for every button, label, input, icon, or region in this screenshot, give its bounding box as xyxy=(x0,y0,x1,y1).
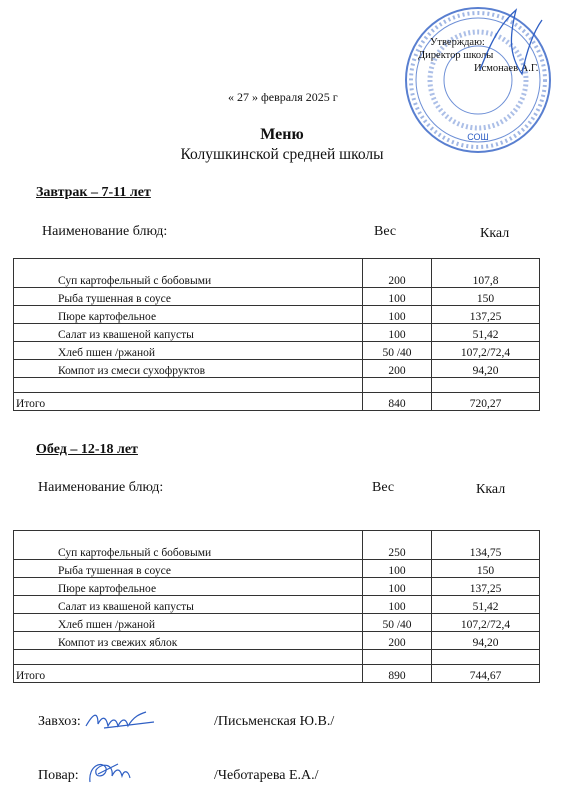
director-signature xyxy=(470,4,550,84)
lunch-header-weight: Вес xyxy=(372,480,395,495)
dish-kcal: 150 xyxy=(432,560,540,578)
dish-name: Хлеб пшен /ржаной xyxy=(58,347,156,359)
dish-weight: 50 /40 xyxy=(363,614,432,632)
dish-kcal: 137,25 xyxy=(432,306,540,324)
dish-kcal: 94,20 xyxy=(432,360,540,378)
dish-weight: 50 /40 xyxy=(363,342,432,360)
lunch-table xyxy=(13,530,540,683)
table-row-total xyxy=(14,665,540,683)
table-row xyxy=(14,596,540,614)
dish-kcal: 107,2/72,4 xyxy=(432,342,540,360)
approval-line-1: Утверждаю: xyxy=(430,37,485,48)
table-row-empty xyxy=(14,378,540,393)
dish-kcal: 137,25 xyxy=(432,578,540,596)
page-subtitle: Колушкинской средней школы xyxy=(180,146,384,163)
total-label: Итого xyxy=(16,670,46,682)
cook-label: Повар: xyxy=(38,768,79,783)
table-row-empty xyxy=(14,650,540,665)
dish-name: Компот из смеси сухофруктов xyxy=(58,365,206,377)
total-weight: 890 xyxy=(363,665,432,683)
dish-weight: 100 xyxy=(363,324,432,342)
dish-kcal: 150 xyxy=(432,288,540,306)
table-row-total xyxy=(14,393,540,411)
dish-weight: 100 xyxy=(363,560,432,578)
dish-kcal: 51,42 xyxy=(432,324,540,342)
dish-kcal: 51,42 xyxy=(432,596,540,614)
storekeeper-name: /Письменская Ю.В./ xyxy=(214,714,335,729)
stamp-text: СОШ xyxy=(467,132,489,142)
dish-weight: 200 xyxy=(363,360,432,378)
dish-name: Суп картофельный с бобовыми xyxy=(58,275,212,287)
table-row xyxy=(14,632,540,650)
table-row xyxy=(14,324,540,342)
dish-name: Суп картофельный с бобовыми xyxy=(58,547,212,559)
storekeeper-label: Завхоз: xyxy=(38,714,81,729)
table-row xyxy=(14,578,540,596)
approval-line-3: Исмонаев А.Г. xyxy=(474,63,539,74)
dish-weight: 100 xyxy=(363,288,432,306)
table-row xyxy=(14,288,540,306)
dish-kcal: 107,8 xyxy=(432,259,540,288)
dish-name: Рыба тушенная в соусе xyxy=(58,293,171,305)
table-row xyxy=(14,531,540,560)
dish-kcal: 94,20 xyxy=(432,632,540,650)
dish-weight: 200 xyxy=(363,259,432,288)
cook-signature xyxy=(84,758,134,788)
total-weight: 840 xyxy=(363,393,432,411)
lunch-header-kcal: Ккал xyxy=(476,482,506,497)
cook-name: /Чеботарева Е.А./ xyxy=(214,768,319,783)
dish-kcal: 107,2/72,4 xyxy=(432,614,540,632)
breakfast-table xyxy=(13,258,540,411)
dish-name: Салат из квашеной капусты xyxy=(58,601,194,613)
dish-weight: 100 xyxy=(363,306,432,324)
dish-name: Салат из квашеной капусты xyxy=(58,329,194,341)
approval-line-2: Директор школы xyxy=(418,50,494,61)
table-row xyxy=(14,342,540,360)
date-line: « 27 » февраля 2025 г xyxy=(228,90,338,104)
dish-weight: 250 xyxy=(363,531,432,560)
total-kcal: 720,27 xyxy=(432,393,540,411)
dish-weight: 100 xyxy=(363,578,432,596)
dish-weight: 100 xyxy=(363,596,432,614)
breakfast-title: Завтрак – 7-11 лет xyxy=(36,185,151,200)
dish-name: Пюре картофельное xyxy=(58,311,157,323)
lunch-title: Обед – 12-18 лет xyxy=(36,442,138,457)
breakfast-header-weight: Вес xyxy=(374,224,397,239)
table-row xyxy=(14,360,540,378)
lunch-header-name: Наименование блюд: xyxy=(38,480,164,495)
breakfast-header-kcal: Ккал xyxy=(480,226,510,241)
total-kcal: 744,67 xyxy=(432,665,540,683)
dish-name: Хлеб пшен /ржаной xyxy=(58,619,156,631)
storekeeper-signature xyxy=(84,708,156,734)
table-row xyxy=(14,259,540,288)
dish-name: Рыба тушенная в соусе xyxy=(58,565,171,577)
breakfast-header-name: Наименование блюд: xyxy=(42,224,168,239)
total-label: Итого xyxy=(16,398,46,410)
dish-kcal: 134,75 xyxy=(432,531,540,560)
table-row xyxy=(14,306,540,324)
dish-name: Компот из свежих яблок xyxy=(58,637,178,649)
dish-weight: 200 xyxy=(363,632,432,650)
page-title: Меню xyxy=(260,126,304,143)
table-row xyxy=(14,614,540,632)
table-row xyxy=(14,560,540,578)
dish-name: Пюре картофельное xyxy=(58,583,157,595)
